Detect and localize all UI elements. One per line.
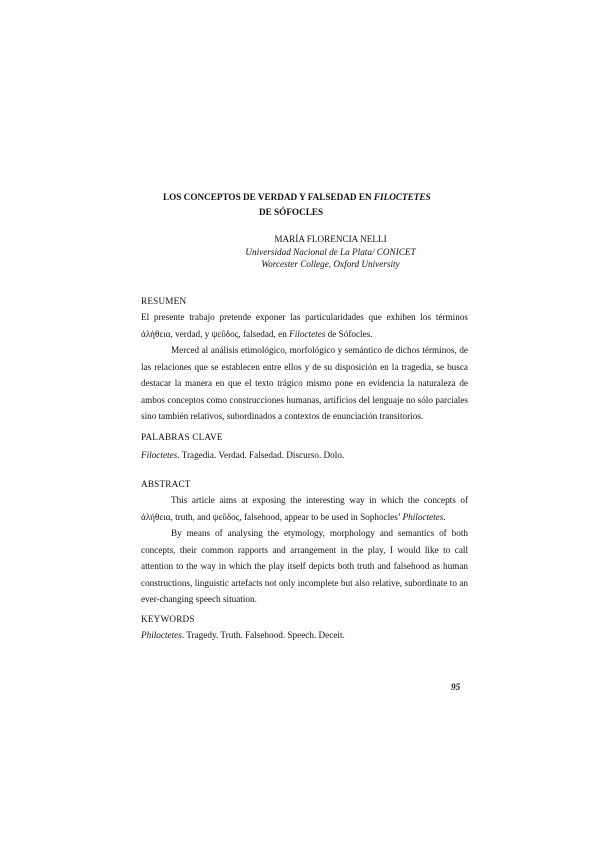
title-play-name: FILOCTETES — [373, 192, 431, 202]
resumen-p1-text-d: de Sófocles. — [325, 328, 373, 339]
author-affiliation-1: Universidad Nacional de La Plata/ CONICET — [245, 246, 416, 257]
resumen-heading: RESUMEN — [141, 296, 187, 306]
resumen-p1-text-b: , verdad, y — [170, 328, 212, 339]
palabras-clave-list — [141, 447, 468, 464]
abstract-greek-pseudos: ψεῦδος — [212, 511, 240, 522]
resumen-paragraph-2: Merced al análisis etimológico, morfológico y semántico de dichos términos, de las relaciones que se establecen entre ellos y de su disposición en la tragedia, se busca destacar la manera en que el texto trágico mismo pone en evidencia la naturaleza de ambos conceptos como construcciones humanas, artificios del lenguaje no sólo parciales sino también relativos, subordinados a contextos de enunciación transitorios. — [141, 345, 468, 421]
abstract-p1-text-c: , falsehood, appear to be used in Sophocles’ — [239, 511, 403, 522]
title-line-1 — [141, 190, 468, 205]
palabras-clave-heading: PALABRAS CLAVE — [141, 432, 223, 442]
abstract-heading: ABSTRACT — [141, 479, 191, 489]
resumen-paragraph-1 — [141, 309, 468, 342]
resumen-greek-aletheia: ἀλήθεια — [141, 328, 171, 339]
keywords-play-name: Philoctetes — [141, 630, 182, 640]
keywords-terms: . Tragedy. Truth. Falsehood. Speech. Deceit. — [181, 630, 345, 640]
resumen-greek-pseudos: ψεῦδος — [211, 328, 239, 339]
abstract-play-name: Philoctetes — [402, 511, 444, 522]
palabras-clave-terms: . Tragedia. Verdad. Falsedad. Discurso. Dolo. — [177, 450, 345, 460]
palabras-clave-body — [141, 447, 468, 464]
resumen-p1-text-a: El presente trabajo pretende exponer las particularidades que exhiben los términos — [141, 312, 468, 322]
keywords-heading: KEYWORDS — [141, 614, 195, 624]
article-title — [141, 190, 468, 220]
abstract-greek-aletheia: ἀλήθεια — [141, 511, 171, 522]
abstract-p1-text-b: , truth, and — [170, 511, 213, 522]
palabras-clave-play-name: Filoctetes — [141, 450, 178, 460]
keywords-list — [141, 627, 468, 644]
author-affiliation-2: Worcester College, Oxford University — [261, 259, 400, 269]
title-text: LOS CONCEPTOS DE VERDAD Y FALSEDAD EN — [163, 192, 374, 202]
abstract-p1-text-d: . — [443, 511, 446, 522]
abstract-paragraph-1 — [141, 492, 468, 525]
abstract-paragraph-2: By means of analysing the etymology, morphology and semantics of both concepts, their common rapports and arrangement in the play, I would like to call attention to the way in which the play itself depicts both truth and falsehood as human constructions, linguistic artefacts not only incomplete but also relative, subordinate to an ever-changing speech situation. — [141, 528, 468, 604]
title-line-2: DE SÓFOCLES — [259, 207, 324, 217]
keywords-body — [141, 627, 468, 644]
abstract-p1-text-a: This article aims at exposing the interesting way in which the concepts of — [171, 495, 468, 505]
author-block — [141, 233, 468, 271]
abstract-body — [141, 492, 468, 608]
author-name: MARÍA FLORENCIA NELLI — [274, 234, 387, 244]
resumen-play-name: Filoctetes — [289, 328, 326, 339]
page-number: 95 — [451, 682, 461, 692]
resumen-body — [141, 309, 468, 425]
resumen-p1-text-c: , falsedad, en — [238, 328, 290, 339]
